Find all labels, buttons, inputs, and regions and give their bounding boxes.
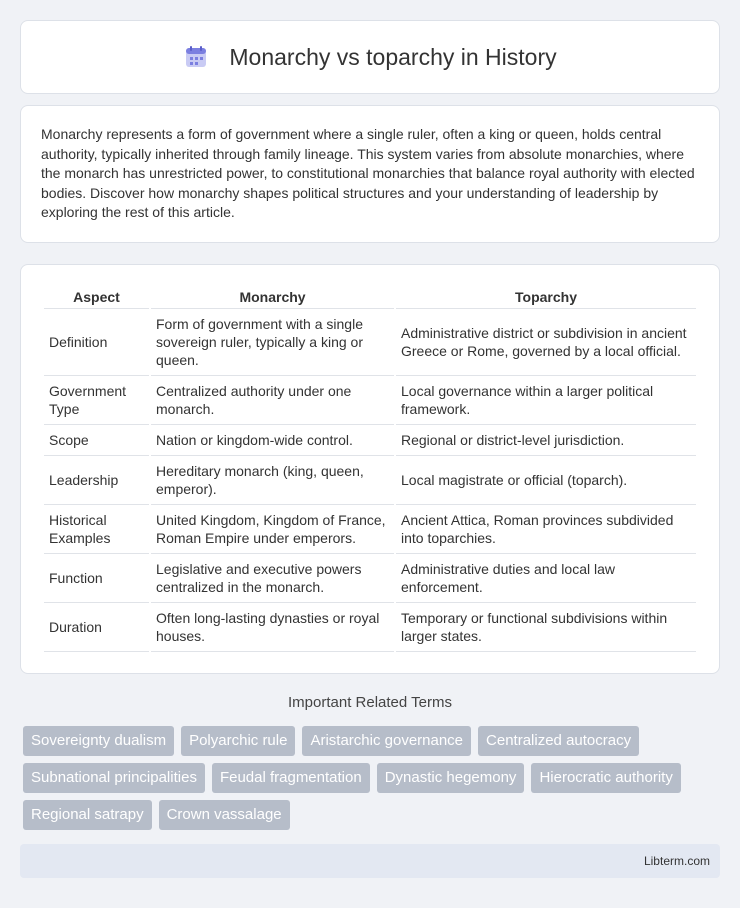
table-row [44, 376, 696, 425]
related-term-tag[interactable]: Subnational principalities [23, 763, 205, 793]
intro-text: Monarchy represents a form of government where a single ruler, often a king or queen, holds central authority, typically inherited through family lineage. This system varies from absolute monarchies, where the monarch has unrestricted power, to constitutional monarchies that balance royal authority with elected bodies. Discover how monarchy shapes political structures and your understanding of leadership by exploring the rest of this article. [41, 126, 695, 220]
related-term-tag[interactable]: Sovereignty dualism [23, 726, 174, 756]
table-cell: Ancient Attica, Roman provinces subdivided into toparchies. [396, 505, 696, 554]
related-term-tag[interactable]: Aristarchic governance [302, 726, 471, 756]
table-cell: Function [44, 554, 149, 603]
related-terms-title: Important Related Terms [288, 694, 452, 711]
table-cell: Temporary or functional subdivisions within larger states. [396, 603, 696, 652]
table-cell: Centralized authority under one monarch. [151, 376, 394, 425]
table-cell: Historical Examples [44, 505, 149, 554]
header-aspect: Aspect [44, 285, 149, 309]
table-cell: Regional or district-level jurisdiction. [396, 425, 696, 456]
table-header-row [44, 285, 696, 309]
table-cell: Hereditary monarch (king, queen, emperor). [151, 456, 394, 505]
table-row [44, 505, 696, 554]
table-cell: Form of government with a single sovereign ruler, typically a king or queen. [151, 309, 394, 376]
table-cell: Local magistrate or official (toparch). [396, 456, 696, 505]
related-term-tag[interactable]: Centralized autocracy [478, 726, 639, 756]
table-row [44, 554, 696, 603]
footer [20, 844, 720, 878]
calendar-icon [183, 44, 209, 70]
table-cell: Scope [44, 425, 149, 456]
table-cell: Nation or kingdom-wide control. [151, 425, 394, 456]
related-terms-list [23, 726, 703, 830]
table-cell: Leadership [44, 456, 149, 505]
intro-card [20, 105, 720, 243]
related-term-tag[interactable]: Polyarchic rule [181, 726, 295, 756]
footer-site-link[interactable]: Libterm.com [643, 854, 710, 868]
page-title: Monarchy vs toparchy in History [229, 43, 557, 70]
table-cell: United Kingdom, Kingdom of France, Roman Empire under emperors. [151, 505, 394, 554]
table-row [44, 603, 696, 652]
table-cell: Government Type [44, 376, 149, 425]
table-cell: Definition [44, 309, 149, 376]
table-cell: Administrative district or subdivision in ancient Greece or Rome, governed by a local official. [396, 309, 696, 376]
table-cell: Legislative and executive powers centralized in the monarch. [151, 554, 394, 603]
comparison-table-card [20, 264, 720, 674]
table-row [44, 309, 696, 376]
header-toparchy: Toparchy [396, 285, 696, 309]
table-cell: Often long-lasting dynasties or royal houses. [151, 603, 394, 652]
related-term-tag[interactable]: Dynastic hegemony [377, 763, 525, 793]
related-term-tag[interactable]: Feudal fragmentation [212, 763, 370, 793]
header-card [20, 20, 720, 94]
related-term-tag[interactable]: Crown vassalage [159, 800, 290, 830]
table-row [44, 425, 696, 456]
comparison-table [42, 285, 698, 652]
related-term-tag[interactable]: Hierocratic authority [531, 763, 680, 793]
header-monarchy: Monarchy [151, 285, 394, 309]
table-row [44, 456, 696, 505]
table-cell: Local governance within a larger political framework. [396, 376, 696, 425]
table-cell: Duration [44, 603, 149, 652]
related-term-tag[interactable]: Regional satrapy [23, 800, 152, 830]
table-cell: Administrative duties and local law enforcement. [396, 554, 696, 603]
